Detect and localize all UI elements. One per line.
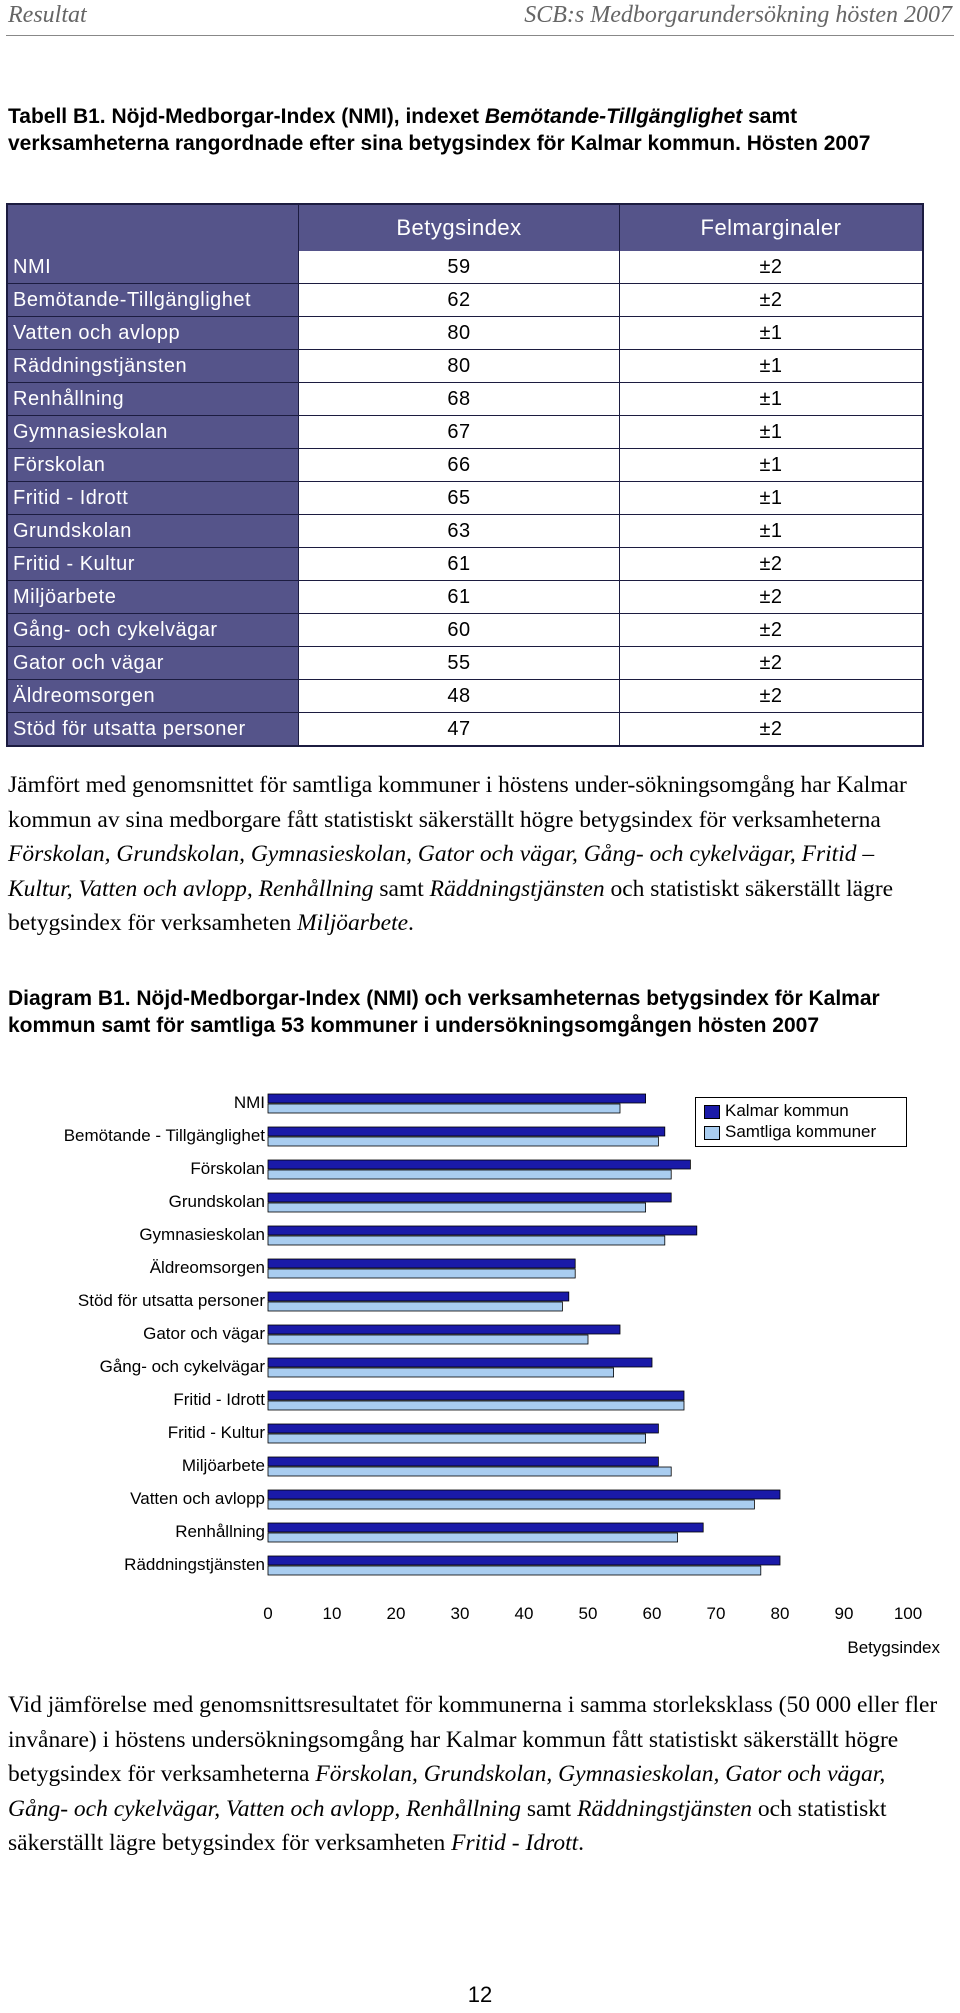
row-index: 61 xyxy=(299,548,620,581)
text-run: . xyxy=(408,910,414,936)
row-index: 59 xyxy=(299,251,620,284)
row-error: ±1 xyxy=(620,515,924,548)
text-run: och statistiskt säkerställt xyxy=(604,875,841,902)
category-label: Fritid - Kultur xyxy=(167,1423,265,1442)
category-label: Vatten och avlopp xyxy=(130,1489,265,1508)
category-label: Gator och vägar xyxy=(143,1324,265,1343)
bar-kalmar xyxy=(268,1094,646,1103)
row-index: 61 xyxy=(299,581,620,614)
bar-kalmar xyxy=(268,1292,569,1301)
row-index: 80 xyxy=(299,317,620,350)
chart-legend xyxy=(695,1097,907,1147)
bar-samtliga xyxy=(268,1335,588,1344)
bar-kalmar xyxy=(268,1193,671,1202)
x-tick-label: 50 xyxy=(578,1604,598,1623)
row-error: ±2 xyxy=(620,581,924,614)
bar-samtliga xyxy=(268,1467,671,1476)
x-tick-label: 20 xyxy=(386,1604,406,1623)
page-number: 12 xyxy=(467,1982,493,2007)
row-index: 65 xyxy=(299,482,620,515)
text-run: och statistiskt säkerställt lägre betygsindex för verksamheten xyxy=(8,1795,887,1856)
row-name: Gator och vägar xyxy=(7,647,299,680)
bar-kalmar xyxy=(268,1556,780,1565)
x-tick-label: 10 xyxy=(322,1604,342,1623)
row-name: Vatten och avlopp xyxy=(7,317,299,350)
row-index: 80 xyxy=(299,350,620,383)
bar-samtliga xyxy=(268,1269,575,1278)
category-label: Gymnasieskolan xyxy=(139,1225,265,1244)
row-name: Renhållning xyxy=(7,383,299,416)
bar-samtliga xyxy=(268,1137,658,1146)
category-label: Räddningstjänsten xyxy=(124,1555,265,1574)
row-name: Gång- och cykelvägar xyxy=(7,614,299,647)
diagram-caption: Diagram B1. Nöjd-Medborgar-Index (NMI) och verksamheternas betygsindex för Kalmar kommun samt för samtliga 53 kommuner i undersökningsomgången hösten 2007 xyxy=(8,987,880,1037)
bar-samtliga xyxy=(268,1368,614,1377)
category-label: Stöd för utsatta personer xyxy=(77,1291,265,1310)
row-name: Förskolan xyxy=(7,449,299,482)
bar-samtliga xyxy=(268,1434,646,1443)
text-run: Vid jämförelse med genomsnittsresultatet för kommunerna i samma xyxy=(8,1692,647,1718)
category-label: Gång- och cykelvägar xyxy=(99,1357,265,1376)
category-label: Fritid - Idrott xyxy=(173,1390,265,1409)
bar-samtliga xyxy=(268,1533,678,1542)
text-run: Räddningstjänsten xyxy=(429,875,605,902)
row-index: 60 xyxy=(299,614,620,647)
bar-kalmar xyxy=(268,1127,665,1136)
bar-samtliga xyxy=(268,1401,684,1410)
row-error: ±1 xyxy=(620,317,924,350)
bar-kalmar xyxy=(268,1259,575,1268)
row-name: Bemötande-Tillgänglighet xyxy=(7,284,299,317)
row-name: Fritid - Kultur xyxy=(7,548,299,581)
category-label: Äldreomsorgen xyxy=(149,1258,265,1277)
header-report-title: SCB:s Medborgarundersökning hösten 2007 xyxy=(524,2,952,28)
x-tick-label: 100 xyxy=(893,1604,923,1623)
row-index: 62 xyxy=(299,284,620,317)
bar-samtliga xyxy=(268,1302,562,1311)
bar-kalmar xyxy=(268,1457,658,1466)
row-index: 66 xyxy=(299,449,620,482)
category-label: Förskolan xyxy=(190,1159,265,1178)
text-run: Gång- och cykelvägar, Vatten och avlopp, Renhållning xyxy=(8,1795,521,1822)
category-label: Renhållning xyxy=(175,1522,265,1541)
row-index: 48 xyxy=(299,680,620,713)
bar-samtliga xyxy=(268,1566,761,1575)
x-tick-label: 40 xyxy=(514,1604,534,1623)
text-run: verksamheterna xyxy=(160,1761,316,1787)
text-run: Gymnasieskolan, Gator och vägar, Gång- och cykelvägar, Fritid – Kultur, Vatten xyxy=(8,841,875,902)
x-tick-label: 70 xyxy=(706,1604,726,1623)
category-label: Grundskolan xyxy=(168,1192,265,1211)
bar-kalmar xyxy=(268,1523,703,1532)
x-tick-label: 0 xyxy=(263,1604,273,1623)
table-caption-italic: Bemötande-Tillgänglighet xyxy=(484,105,743,128)
text-run: lägre betygsindex för verksamheten xyxy=(8,875,894,936)
bar-kalmar xyxy=(268,1160,690,1169)
legend-swatch xyxy=(704,1126,720,1140)
bar-kalmar xyxy=(268,1490,780,1499)
text-run: Räddningstjänsten xyxy=(577,1795,753,1822)
text-run: Miljöarbete xyxy=(297,910,409,936)
row-index: 47 xyxy=(299,713,620,747)
text-run: samt xyxy=(373,875,430,902)
text-run: Förskolan, Grundskolan, xyxy=(8,841,245,867)
row-index: 63 xyxy=(299,515,620,548)
text-run: storleksklass (50 000 eller fler invånare) i höstens undersökningsomgång xyxy=(8,1692,938,1753)
row-name: Äldreomsorgen xyxy=(7,680,299,713)
bar-kalmar xyxy=(268,1226,697,1235)
row-error: ±2 xyxy=(620,548,924,581)
text-run: . xyxy=(578,1830,585,1856)
row-error: ±1 xyxy=(620,416,924,449)
bar-samtliga xyxy=(268,1170,671,1179)
text-run: och avlopp, Renhållning xyxy=(143,875,374,902)
row-name: Räddningstjänsten xyxy=(7,350,299,383)
row-name: Fritid - Idrott xyxy=(7,482,299,515)
bar-samtliga xyxy=(268,1104,620,1113)
text-run: säkerställt högre betygsindex för verksamheterna xyxy=(418,806,881,833)
row-name: Grundskolan xyxy=(7,515,299,548)
legend-label: Kalmar kommun xyxy=(725,1101,849,1120)
table-header-error: Felmarginaler xyxy=(620,204,924,251)
text-run: Förskolan, Grundskolan, Gymnasieskolan, Gator och vägar, xyxy=(315,1761,886,1787)
header-section-title: Resultat xyxy=(8,2,87,28)
table-caption-suffix: samt verksamheterna rangordnade efter sina betygsindex för Kalmar kommun. Hösten 2007 xyxy=(8,105,871,155)
row-name: NMI xyxy=(7,251,299,284)
row-error: ±1 xyxy=(620,482,924,515)
row-index: 68 xyxy=(299,383,620,416)
row-error: ±2 xyxy=(620,284,924,317)
table-header-index: Betygsindex xyxy=(299,204,620,251)
row-error: ±1 xyxy=(620,350,924,383)
row-name: Gymnasieskolan xyxy=(7,416,299,449)
text-run: samt xyxy=(520,1795,578,1822)
bar-kalmar xyxy=(268,1391,684,1400)
text-run: Fritid - Idrott xyxy=(451,1830,579,1856)
row-error: ±1 xyxy=(620,383,924,416)
x-tick-label: 80 xyxy=(770,1604,790,1623)
category-label: Miljöarbete xyxy=(181,1456,265,1475)
table-caption-prefix: Tabell B1. Nöjd-Medborgar-Index (NMI), indexet xyxy=(8,105,485,128)
row-index: 67 xyxy=(299,416,620,449)
text-run: har Kalmar kommun fått statistiskt säkerställt högre betygsindex för xyxy=(8,1726,899,1787)
row-error: ±1 xyxy=(620,449,924,482)
category-label: Bemötande - Tillgänglighet xyxy=(63,1126,265,1145)
x-tick-label: 60 xyxy=(642,1604,662,1623)
x-axis-title: Betygsindex xyxy=(847,1638,940,1657)
text-run: sökningsomgång har Kalmar kommun av sina medborgare fått statistiskt xyxy=(8,772,907,833)
row-error: ±2 xyxy=(620,713,924,747)
x-tick-label: 30 xyxy=(450,1604,470,1623)
bar-kalmar xyxy=(268,1325,620,1334)
row-name: Miljöarbete xyxy=(7,581,299,614)
row-error: ±2 xyxy=(620,251,924,284)
bar-samtliga xyxy=(268,1203,646,1212)
comparison-paragraph-size-class xyxy=(8,1688,943,1861)
row-error: ±2 xyxy=(620,614,924,647)
x-tick-label: 90 xyxy=(834,1604,854,1623)
category-label: NMI xyxy=(233,1093,265,1112)
bar-kalmar xyxy=(268,1424,658,1433)
row-name: Stöd för utsatta personer xyxy=(7,713,299,747)
row-error: ±2 xyxy=(620,680,924,713)
legend-swatch xyxy=(704,1105,720,1119)
row-index: 55 xyxy=(299,647,620,680)
bar-kalmar xyxy=(268,1358,652,1367)
legend-label: Samtliga kommuner xyxy=(725,1122,877,1141)
bar-samtliga xyxy=(268,1236,665,1245)
row-error: ±2 xyxy=(620,647,924,680)
bar-samtliga xyxy=(268,1500,754,1509)
text-run: Jämfört med genomsnittet för samtliga kommuner i höstens under- xyxy=(8,772,636,798)
